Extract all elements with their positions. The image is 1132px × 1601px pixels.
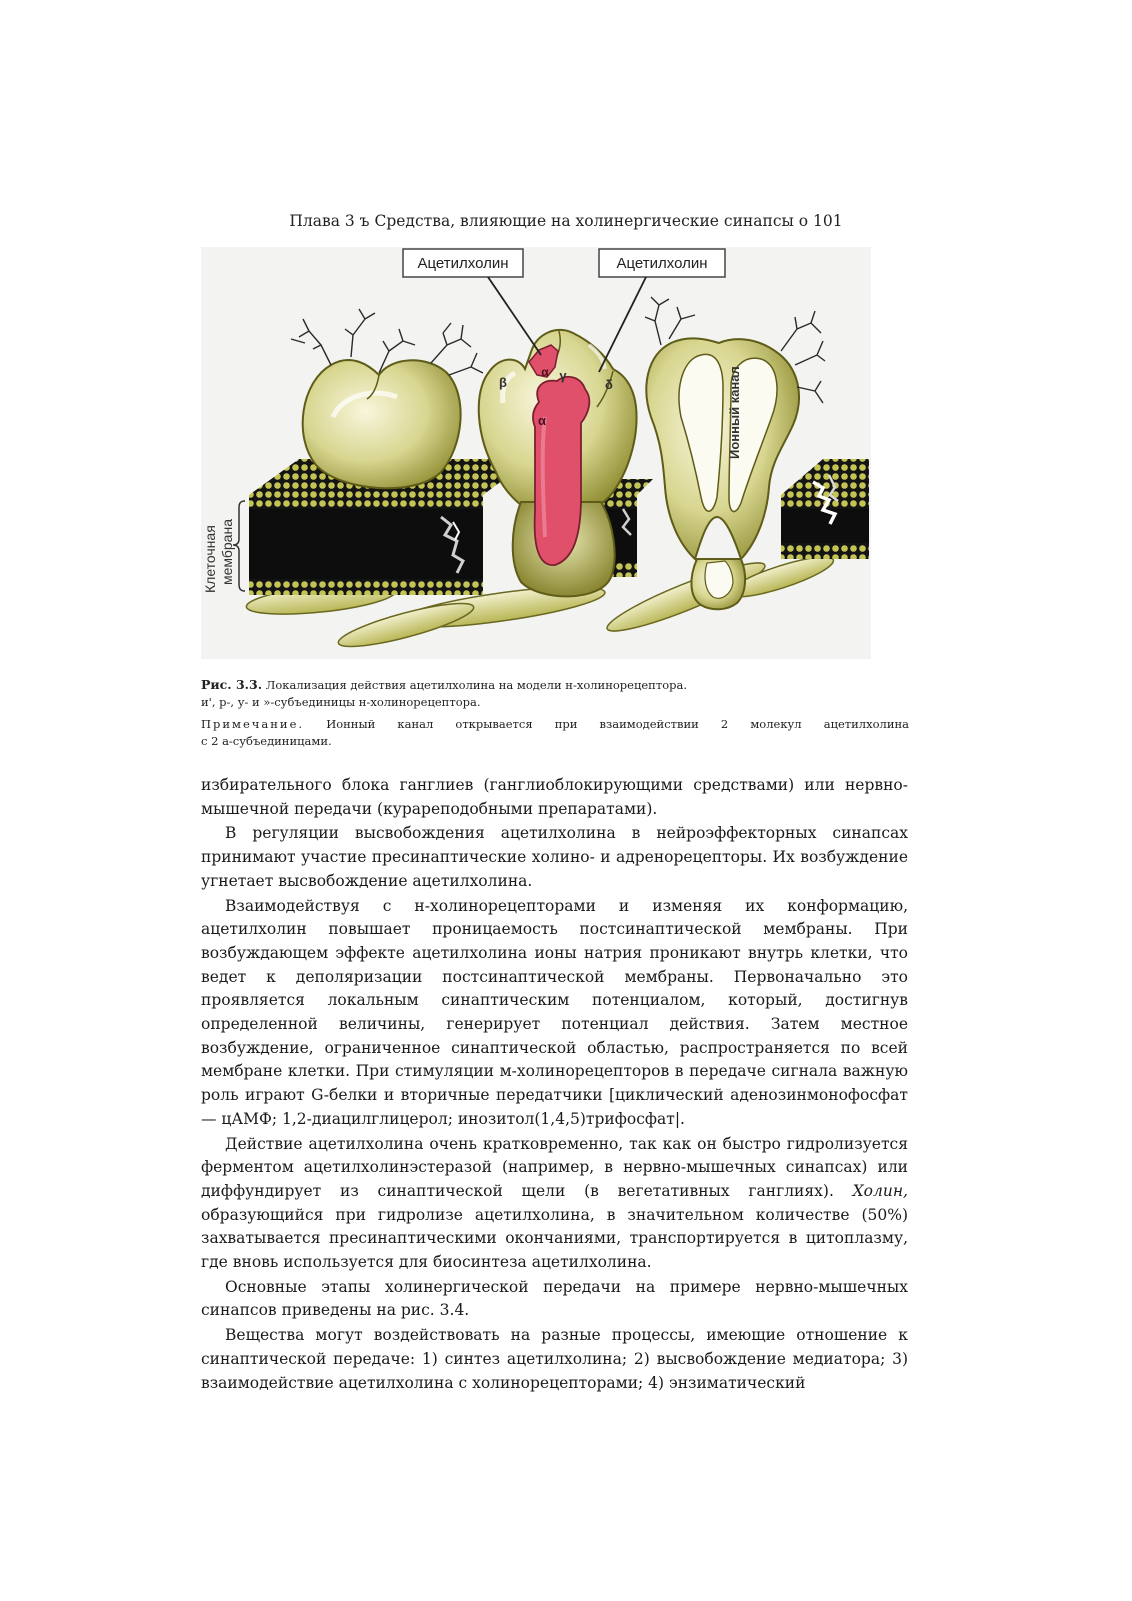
figure-subunits: и', р-, у- и »-субъединицы н-холинорецептора. [201,695,481,709]
page-header: Плава 3 ъ Средства, влияющие на холинергические синапсы о 101 [289,212,843,230]
paragraph-6: Вещества могут воздействовать на разные процессы, имеющие отношение к синаптической передаче: 1) синтез ацетилхолина; 2) высвобождение медиатора; 3) взаимодействие ацетилхолина с холинорецепторами; 4) энзиматический [201,1326,908,1392]
ion-channel-label: Ионный канал [727,366,742,459]
note-text: Ионный канал открывается при взаимодействии 2 молекул ацетилхолина [326,717,909,731]
figure-note [201,716,909,733]
svg-text:Ацетилхолин: Ацетилхолин [417,255,509,272]
paragraph-5: Основные этапы холинергической передачи на примере нервно-мышечных синапсов приведены на рис. 3.4. [201,1277,908,1320]
body-text [201,774,908,1395]
paragraph-4-italic: Холин, [852,1181,908,1200]
delta-label: δ [605,377,613,392]
figure-title: Локализация действия ацетилхолина на модели н-холинорецептора. [265,678,687,692]
note-label: Примечание. [201,717,305,731]
membrane-label-line1: Клеточная [202,525,218,593]
svg-text:Ацетилхолин: Ацетилхолин [616,255,708,272]
figure-number: Рис. 3.3. [201,677,263,692]
note-text-2: с 2 а-субъединицами. [201,734,332,748]
paragraph-3: Взаимодействуя с н-холинорецепторами и изменяя их конформацию, ацетилхолин повышает проницаемость постсинаптической мембраны. При возбуждающем эффекте ацетилхолина ионы натрия проникают внутрь клетки, что ведет к деполяризации постсинаптической мембраны. Первоначально это проявляется локальным синаптическим потенциалом, который, достигнув определенной величины, генерирует потенциал действия. Затем местное возбуждение, ограниченное синаптической областью, распространяется по всей мембране клетки. При стимуляции м-холинорецепторов в передаче сигнала важную роль играют G-белки и вторичные передатчики [циклический аденозинмонофосфат — цАМФ; 1,2-диацилглицерол; инозитол(1,4,5)трифосфат|. [201,896,908,1128]
alpha-main-label: α [538,413,546,428]
paragraph-4-end: образующийся при гидролизе ацетилхолина, в значительном количестве (50%) захватывается пресинаптическими окончаниями, транспортируется в цитоплазму, где вновь используется для биосинтеза ацетилхолина. [201,1205,908,1272]
alpha-top-label: α [541,365,549,379]
figure-caption [201,676,909,750]
gamma-label: γ [559,368,567,383]
paragraph-4-start: Действие ацетилхолина очень кратковременно, так как он быстро гидролизуется ферментом ацетилхолинэстеразой (например, в нервно-мышечных синапсах) или диффундирует из синаптической щели (в вегетативных ганглиях). [201,1134,908,1200]
beta-label: β [499,375,507,390]
paragraph-2: В регуляции высвобождения ацетилхолина в нейроэффекторных синапсах принимают участие пресинаптические холино- и адренорецепторы. Их возбуждение угнетает высвобождение ацетилхолина. [201,824,908,890]
paragraph-4 [201,1133,908,1275]
receptor-diagram [201,247,871,659]
receptor-figure [201,247,871,659]
membrane-label-line2: мембрана [219,519,235,585]
paragraph-1: избирательного блока ганглиев (ганглиоблокирующими средствами) или нервно-мышечной передачи (курареподобными препаратами). [201,776,908,818]
